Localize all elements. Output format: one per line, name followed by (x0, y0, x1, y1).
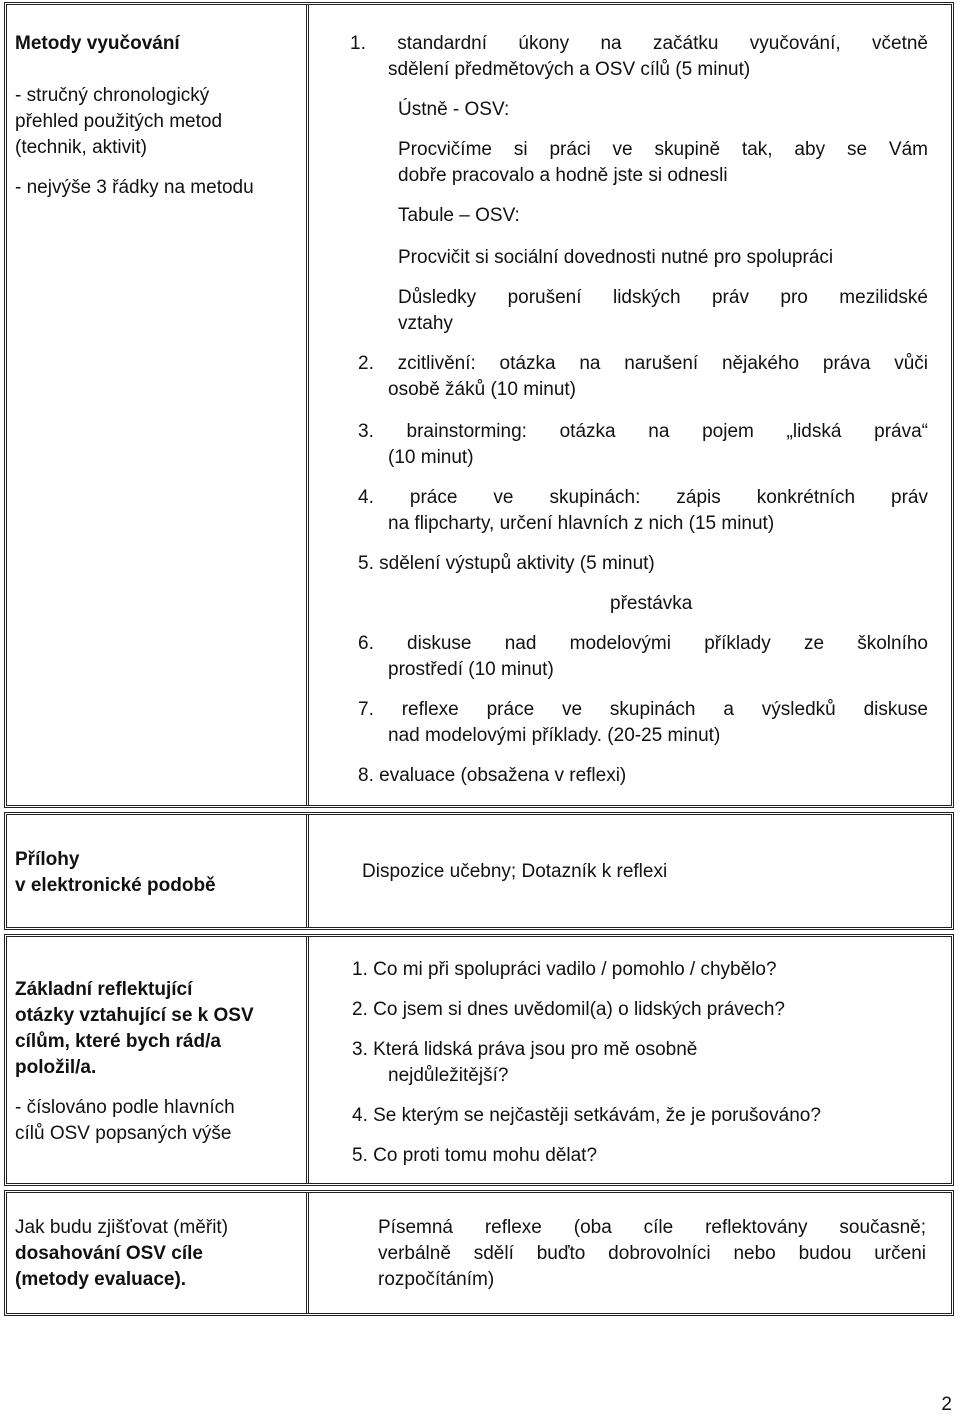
attachments-label-cell (7, 815, 309, 927)
questions-note: cílů OSV popsaných výše (15, 1123, 232, 1144)
questions-label: otázky vztahující se k OSV (15, 1005, 254, 1026)
method-item: 7. reflexe práce ve skupinách a výsledků diskuse (358, 699, 928, 720)
method-item: nad modelovými příklady. (20-25 minut) (388, 725, 721, 746)
question-item: 3. Která lidská práva jsou pro mě osobně (352, 1039, 698, 1060)
methods-desc: (technik, aktivit) (15, 137, 147, 158)
method-item: 4. práce ve skupinách: zápis konkrétních práv (358, 487, 928, 508)
questions-note: - číslováno podle hlavních (15, 1097, 235, 1118)
question-item: 4. Se kterým se nejčastěji setkávám, že je porušováno? (352, 1105, 821, 1126)
method-item: 5. sdělení výstupů aktivity (5 minut) (358, 553, 655, 574)
method-text: vztahy (398, 313, 453, 334)
evaluation-label: dosahování OSV cíle (15, 1243, 203, 1264)
methods-desc: - nejvýše 3 řádky na metodu (15, 177, 254, 198)
method-item: osobě žáků (10 minut) (388, 379, 576, 400)
question-item: 2. Co jsem si dnes uvědomil(a) o lidských právech? (352, 999, 785, 1020)
questions-list-cell (312, 937, 951, 1183)
question-item: nejdůležitější? (388, 1065, 509, 1086)
method-subheading: Tabule – OSV: (398, 205, 520, 226)
questions-label: Základní reflektující (15, 979, 193, 1000)
attachments-value-cell (312, 815, 951, 927)
methods-desc: - stručný chronologický (15, 85, 210, 106)
method-item: 6. diskuse nad modelovými příklady ze školního (358, 633, 928, 654)
method-text: Procvičit si sociální dovednosti nutné pro spolupráci (398, 247, 834, 268)
questions-table (4, 934, 954, 1186)
question-item: 5. Co proti tomu mohu dělat? (352, 1145, 598, 1166)
evaluation-value-cell (312, 1193, 951, 1313)
evaluation-value: verbálně sdělí buďto dobrovolníci nebo budou určeni (378, 1243, 926, 1264)
method-item: prostředí (10 minut) (388, 659, 554, 680)
attachments-table (4, 812, 954, 930)
method-item: 3. brainstorming: otázka na pojem „lidská práva“ (358, 421, 928, 442)
evaluation-label-cell (7, 1193, 309, 1313)
question-item: 1. Co mi při spolupráci vadilo / pomohlo / chybělo? (352, 959, 777, 980)
methods-desc: přehled použitých metod (15, 111, 223, 132)
evaluation-label: (metody evaluace). (15, 1269, 187, 1290)
method-text: dobře pracovalo a hodně jste si odnesli (398, 165, 728, 186)
method-item: na flipcharty, určení hlavních z nich (15 minut) (388, 513, 775, 534)
method-item: 1. standardní úkony na začátku vyučování, včetně (350, 33, 928, 54)
page-number: 2 (941, 1394, 952, 1415)
method-item: 2. zcitlivění: otázka na narušení nějakého práva vůči (358, 353, 928, 374)
evaluation-value: rozpočítáním) (378, 1269, 495, 1290)
methods-content-cell (312, 5, 951, 805)
methods-label-cell (7, 5, 309, 805)
evaluation-label: Jak budu zjišťovat (měřit) (15, 1217, 229, 1238)
break-label: přestávka (610, 593, 693, 614)
method-item: (10 minut) (388, 447, 474, 468)
evaluation-value: Písemná reflexe (oba cíle reflektovány současně; (378, 1217, 926, 1238)
attachments-value: Dispozice učebny; Dotazník k reflexi (362, 861, 668, 882)
questions-label: položil/a. (15, 1057, 97, 1078)
method-item: sdělení předmětových a OSV cílů (5 minut) (388, 59, 751, 80)
questions-label: cílům, které bych rád/a (15, 1031, 221, 1052)
methods-heading: Metody vyučování (15, 33, 180, 54)
method-item: 8. evaluace (obsažena v reflexi) (358, 765, 627, 786)
attachments-label: Přílohy (15, 849, 80, 870)
attachments-label: v elektronické podobě (15, 875, 216, 896)
questions-label-cell (7, 937, 309, 1183)
method-subheading: Ústně - OSV: (398, 99, 510, 120)
methods-table (4, 2, 954, 808)
evaluation-table (4, 1190, 954, 1316)
method-text: Důsledky porušení lidských práv pro mezilidské (398, 287, 928, 308)
method-text: Procvičíme si práci ve skupině tak, aby se Vám (398, 139, 928, 160)
